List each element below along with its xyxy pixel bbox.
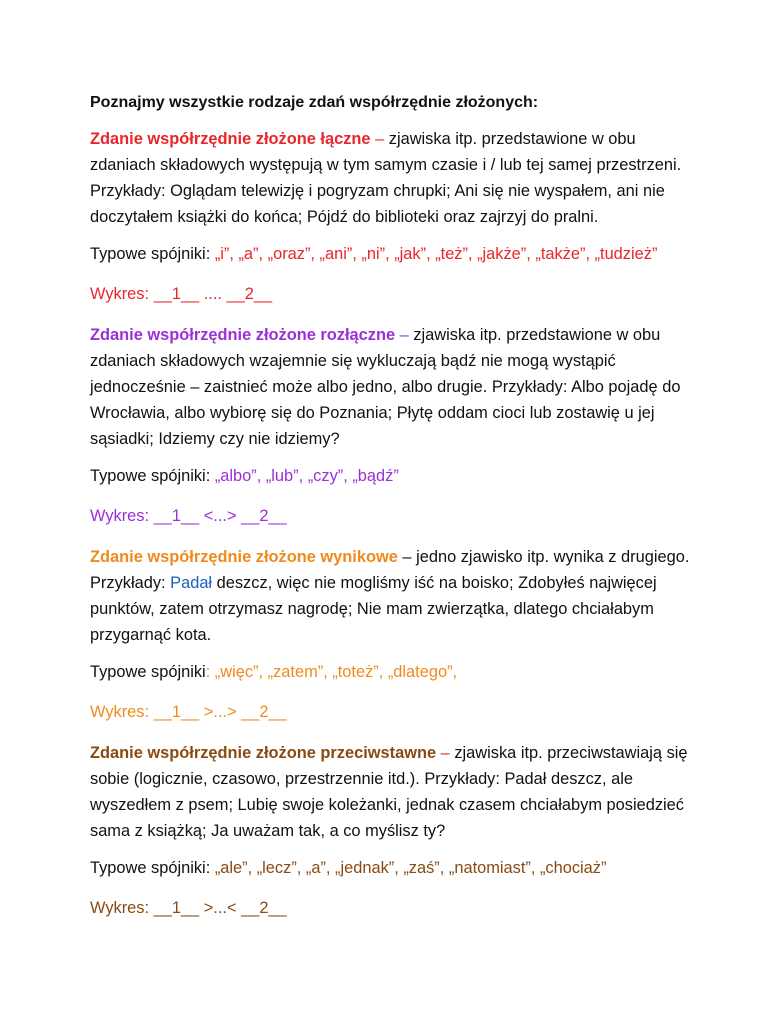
dash: – xyxy=(436,744,455,762)
term-wynikowe: Zdanie współrzędnie złożone wynikowe xyxy=(90,548,398,566)
conjunctions-label: Typowe spójniki: xyxy=(90,467,215,485)
conjunctions-values: „i”, „a”, „oraz”, „ani”, „ni”, „jak”, „też”, „jakże”, „także”, „tudzież” xyxy=(214,245,658,263)
conjunctions-values: „ale”, „lecz”, „a”, „jednak”, „zaś”, „natomiast”, „chociaż” xyxy=(214,859,607,877)
page-heading: Poznajmy wszystkie rodzaje zdań współrzędnie złożonych: xyxy=(90,94,539,111)
highlighted-word: Padał xyxy=(170,574,213,592)
dash: – xyxy=(395,326,414,344)
description-text: zjawiska itp. przeciwstawiają się sobie (logicznie, czasowo, przestrzennie itd.). Przykłady: Padał deszcz, ale wyszedłem z psem; Lubię swoje koleżanki, jednak czasem chciałabym posiedzieć sama z książką; Ja uważam tak, a co myślisz ty? xyxy=(90,744,688,840)
description-text: zjawiska itp. przedstawione w obu zdaniach składowych występują w tym samym czasie i / lub tej samej przestrzeni. Przykłady: Oglądam telewizję i pogryzam chrupki; Ani się nie wyspałem, ani nie doczytałem książki do końca; Pójdź do biblioteki oraz zajrzyj do pralni. xyxy=(90,130,682,226)
term-rozlaczne: Zdanie współrzędnie złożone rozłączne xyxy=(90,326,396,344)
dash: – xyxy=(370,130,389,148)
section-przeciwstawne-description xyxy=(90,740,698,844)
description-text: jedno zjawisko itp. wynika z drugiego. Przykłady: xyxy=(90,548,690,592)
chart-rozlaczne: Wykres: __1__ <...> __2__ xyxy=(90,507,287,525)
chart-przeciwstawne: Wykres: __1__ >...< __2__ xyxy=(90,899,287,917)
conjunctions-label: Typowe spójniki: xyxy=(90,245,215,263)
conjunctions-wynikowe xyxy=(90,660,698,684)
conjunctions-values: : „więc”, „zatem”, „toteż”, „dlatego”, xyxy=(205,663,458,681)
conjunctions-przeciwstawne xyxy=(90,856,698,880)
chart-wynikowe: Wykres: __1__ >...> __2__ xyxy=(90,703,287,721)
conjunctions-laczne xyxy=(90,242,698,266)
section-wynikowe-description xyxy=(90,544,698,648)
conjunctions-label: Typowe spójniki xyxy=(90,663,206,681)
conjunctions-rozlaczne xyxy=(90,464,698,488)
chart-laczne: Wykres: __1__ .... __2__ xyxy=(90,285,273,303)
section-laczne-description xyxy=(90,126,698,230)
term-przeciwstawne: Zdanie współrzędnie złożone przeciwstawne xyxy=(90,744,437,762)
section-rozlaczne-description xyxy=(90,322,698,452)
conjunctions-label: Typowe spójniki: xyxy=(90,859,215,877)
dash: – xyxy=(397,548,417,566)
description-text: zjawiska itp. przedstawione w obu zdaniach składowych wzajemnie się wykluczają bądź nie mogą wystąpić jednocześnie – zaistnieć może albo jedno, albo drugie. Przykłady: Albo pojadę do Wrocławia, albo wybiorę się do Poznania; Płytę oddam cioci lub zostawię u jej sąsiadki; Idziemy czy nie idziemy? xyxy=(90,326,681,448)
description-text: deszcz, więc nie mogliśmy iść na boisko; Zdobyłeś najwięcej punktów, zatem otrzymasz nagrodę; Nie mam zwierzątka, dlatego chciałabym przygarnąć kota. xyxy=(90,574,657,644)
conjunctions-values: „albo”, „lub”, „czy”, „bądź” xyxy=(214,467,399,485)
term-laczne: Zdanie współrzędnie złożone łączne xyxy=(90,130,371,148)
